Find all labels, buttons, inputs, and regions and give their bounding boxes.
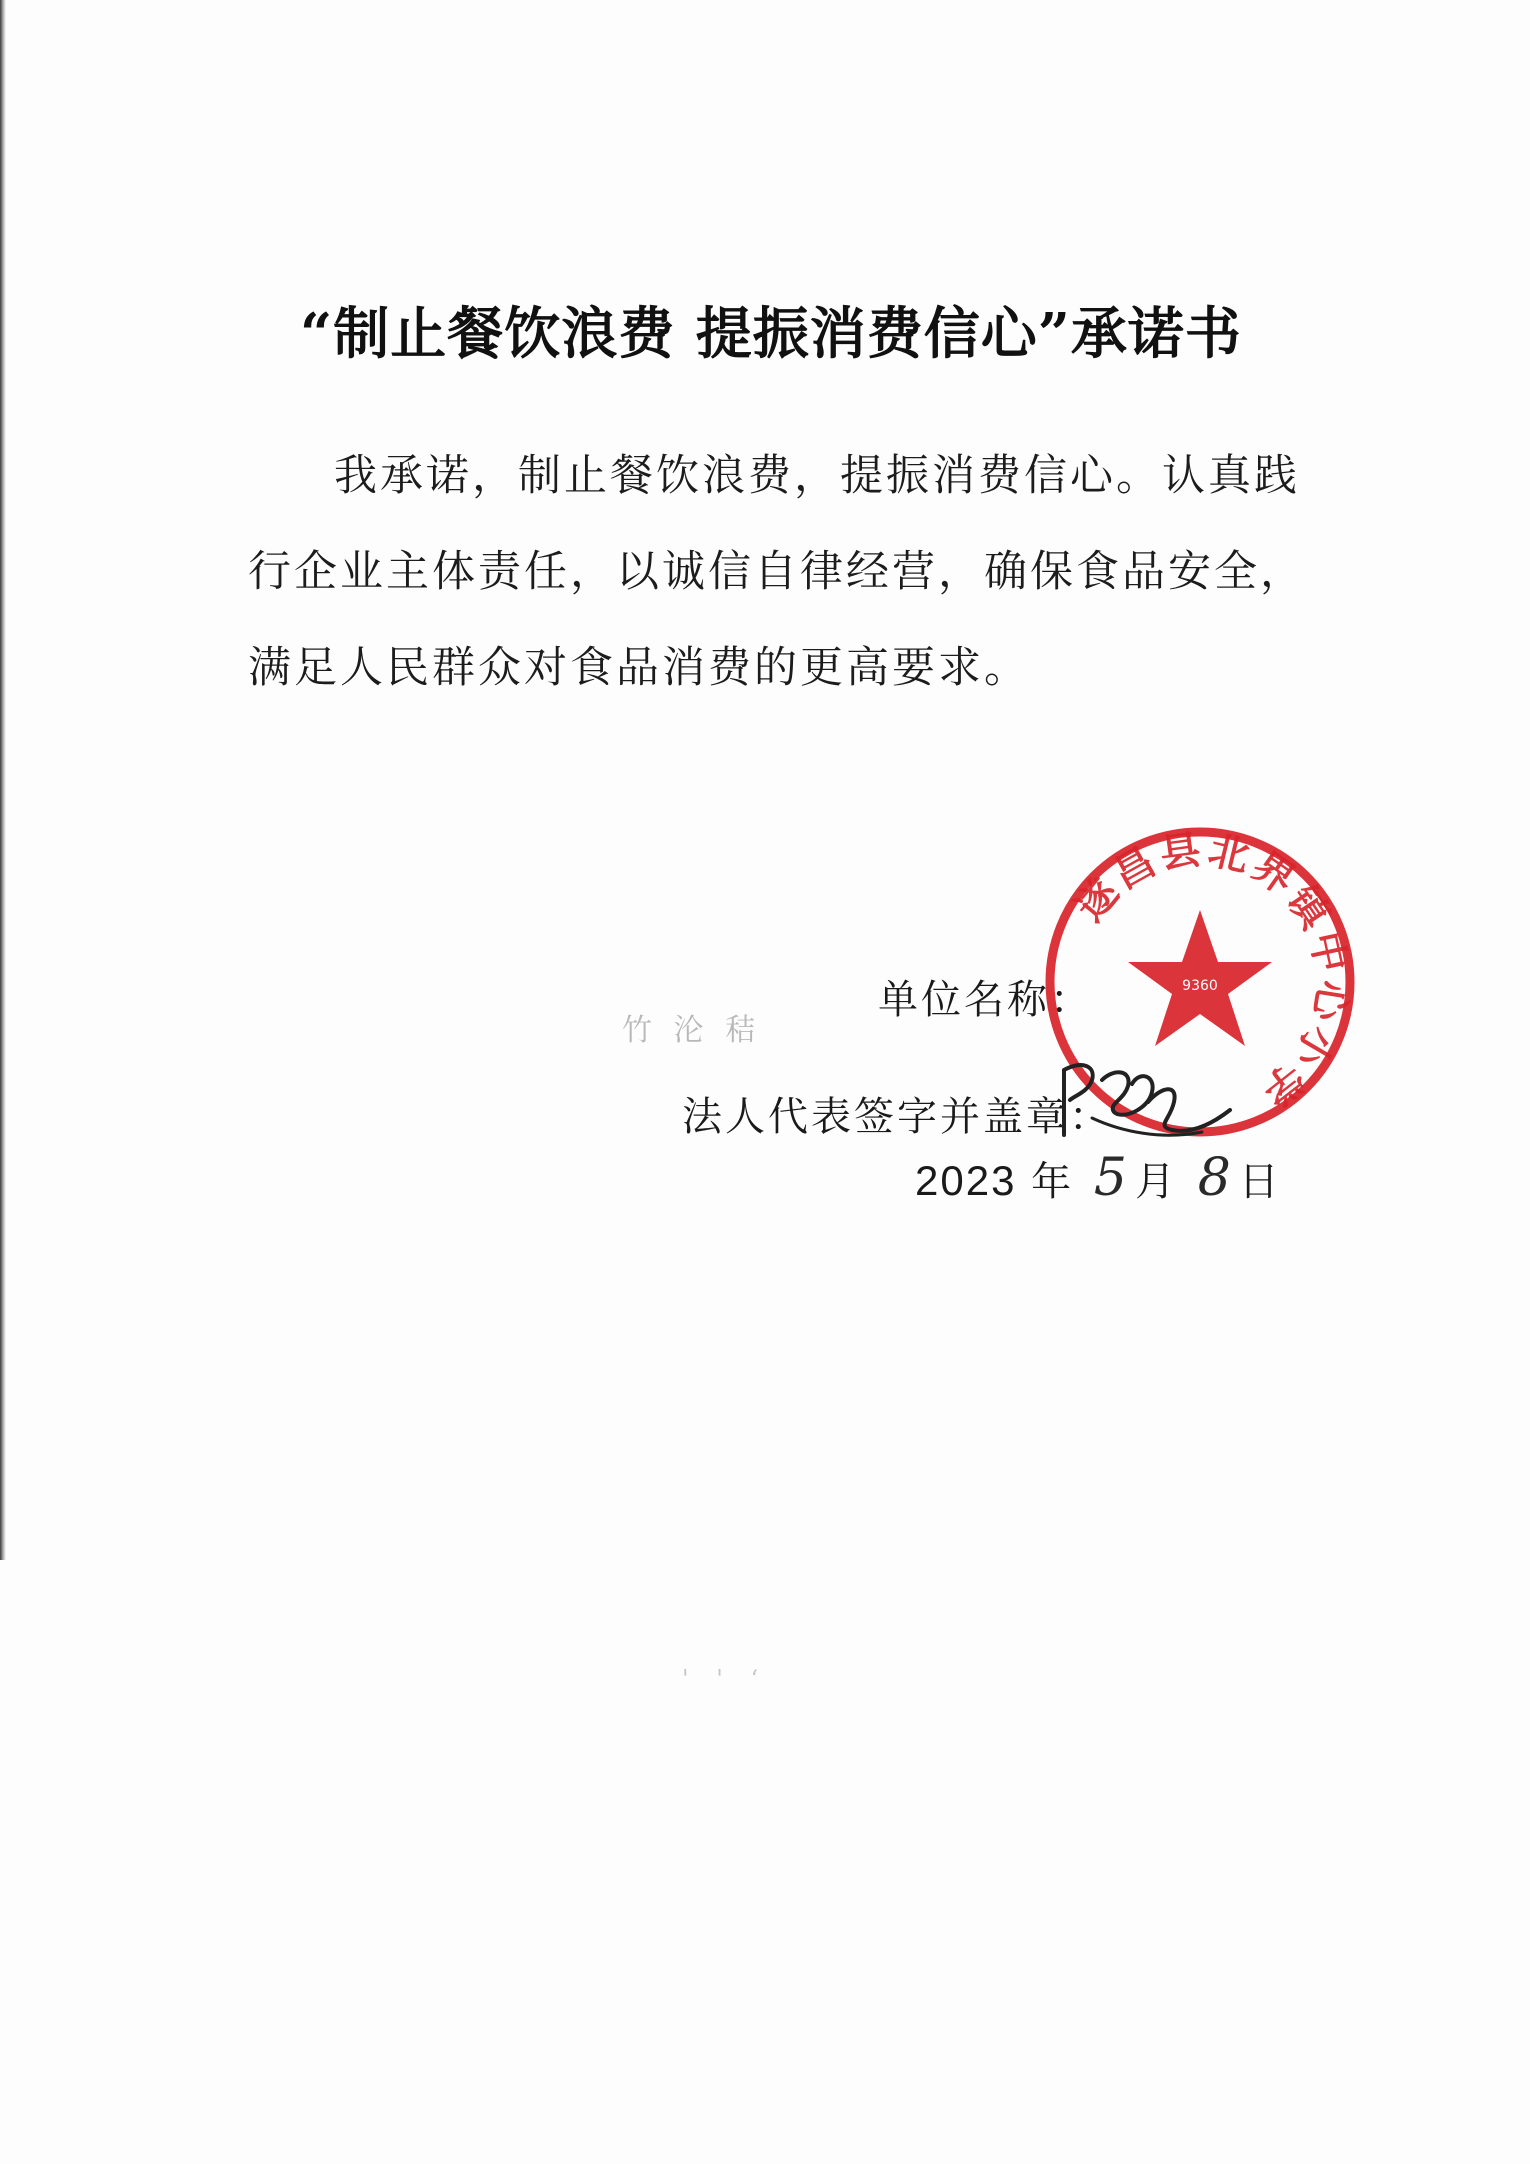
unit-name-label: 单位名称： xyxy=(878,977,1093,1023)
document-title: “制止餐饮浪费 提振消费信心”承诺书 xyxy=(300,301,1242,367)
date-year: 2023 xyxy=(915,1157,1017,1204)
faint-bleed-text: 竹 沦 秸 xyxy=(622,1013,762,1048)
scan-edge-shadow xyxy=(0,0,6,1560)
date-month-unit: 月 xyxy=(1134,1159,1177,1205)
commitment-body: 我承诺，制止餐饮浪费，提振消费信心。认真践行企业主体责任，以诚信自律经营，确保食品安全，满足人民群众对食品消费的更高要求。 xyxy=(248,451,1306,693)
seal-ring-text: 遂昌县北界镇中心小学 xyxy=(1067,826,1356,1117)
faint-bleed-text-2: ' ' ‘ xyxy=(682,1665,769,1693)
seal-center-code: 9360 xyxy=(1182,978,1218,994)
date-month: 5 xyxy=(1093,1148,1129,1208)
handwritten-signature xyxy=(1052,1040,1242,1150)
date-line xyxy=(915,1148,1281,1208)
date-day: 8 xyxy=(1197,1148,1233,1208)
legal-rep-sign-label: 法人代表签字并盖章： xyxy=(682,1094,1112,1140)
date-day-unit: 日 xyxy=(1238,1159,1281,1205)
date-year-unit: 年 xyxy=(1031,1159,1074,1205)
